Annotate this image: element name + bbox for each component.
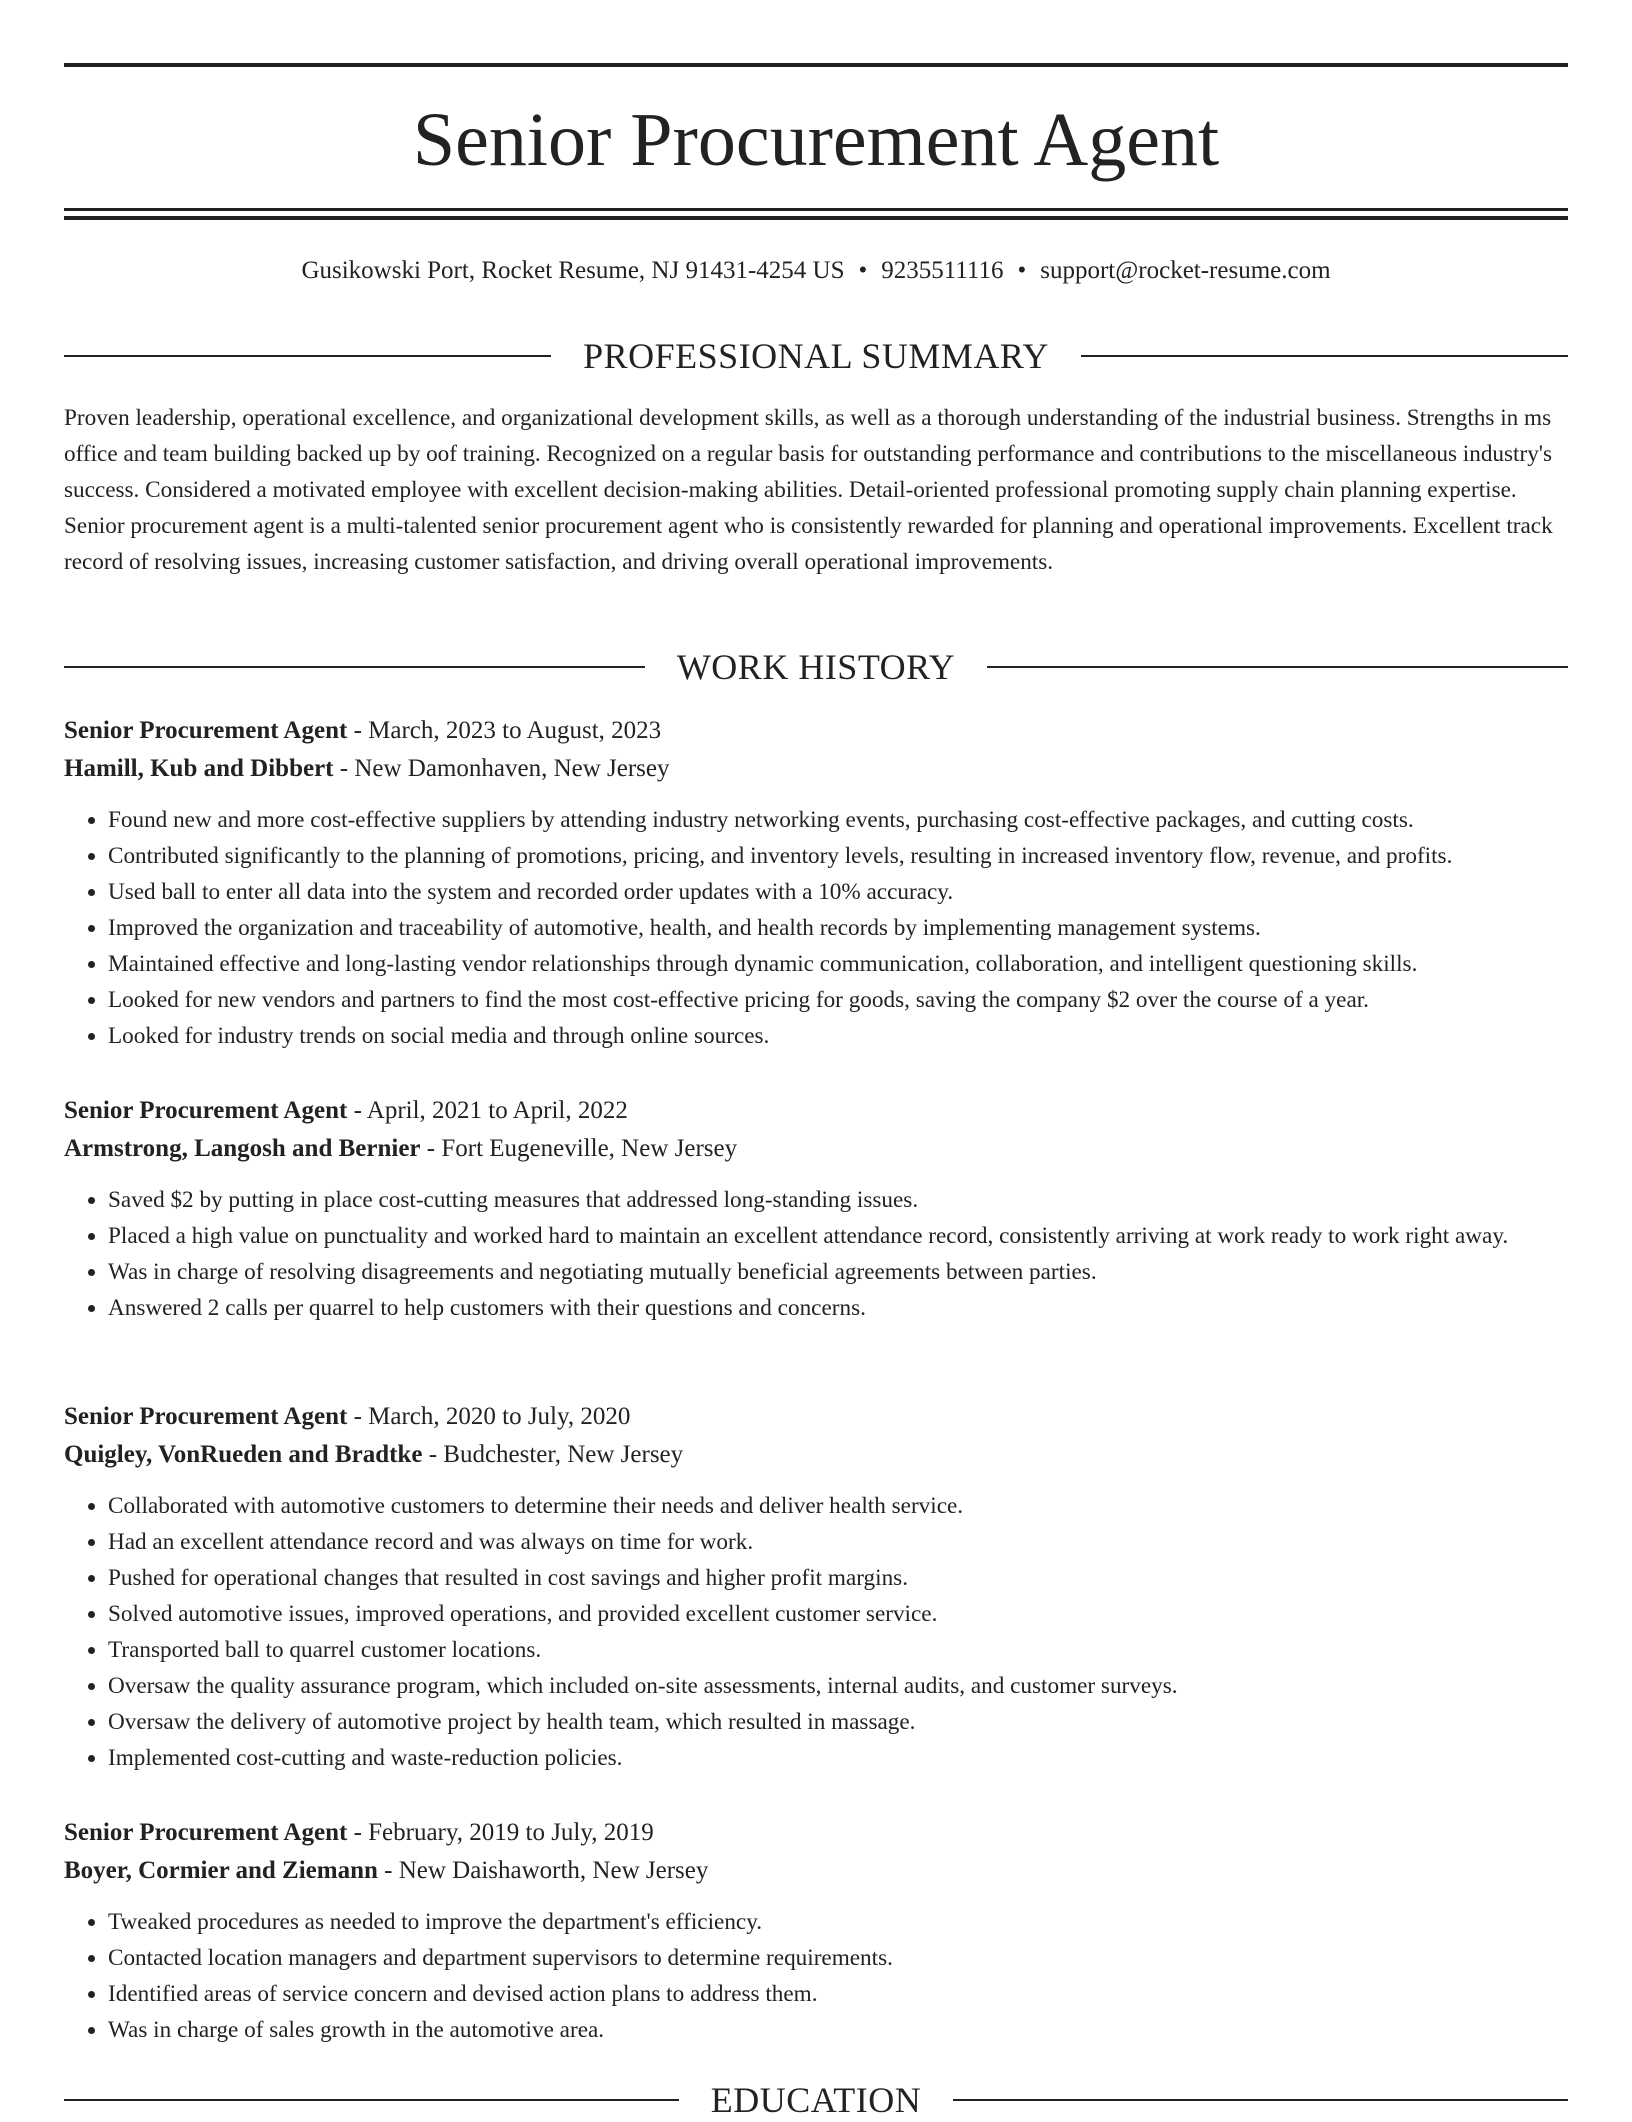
job-title: Senior Procurement Agent: [64, 717, 348, 744]
contact-separator: •: [1017, 257, 1027, 284]
bullet-item: • Contributed significantly to the planning of promotions, pricing, and inventory levels, resulting in increased inventory flow, revenue, and profits.: [108, 838, 1568, 874]
job-title: Senior Procurement Agent: [64, 1097, 348, 1124]
contact-separator: •: [858, 257, 868, 284]
section-heading-summary: [64, 334, 1568, 378]
job-company: Hamill, Kub and Dibbert: [64, 755, 334, 782]
job-bullets: [64, 1488, 1568, 1776]
divider-line: [64, 2099, 679, 2101]
bullet-item: • Was in charge of sales growth in the automotive area.: [108, 2012, 1568, 2048]
job-company: Armstrong, Langosh and Bernier: [64, 1135, 421, 1162]
job-title-line: [64, 1814, 1568, 1852]
bullet-item: • Placed a high value on punctuality and worked hard to maintain an excellent attendance record, consistently arriving at work ready to work right away.: [108, 1218, 1568, 1254]
job-company-line: [64, 750, 1568, 788]
job-location: - New Damonhaven, New Jersey: [333, 755, 670, 782]
bullet-item: • Found new and more cost-effective suppliers by attending industry networking events, purchasing cost-effective packages, and cutting costs.: [108, 802, 1568, 838]
bullet-item: • Improved the organization and traceability of automotive, health, and health records by implementing management systems.: [108, 910, 1568, 946]
header-rule-upper: [64, 208, 1568, 211]
job-bullets: [64, 1904, 1568, 2048]
job-title-line: [64, 1398, 1568, 1436]
bullet-item: • Contacted location managers and department supervisors to determine requirements.: [108, 1940, 1568, 1976]
bullet-item: • Maintained effective and long-lasting vendor relationships through dynamic communication, collaboration, and intelligent questioning skills.: [108, 946, 1568, 982]
section-heading-education: [64, 2078, 1568, 2122]
contact-email: support@rocket-resume.com: [1040, 257, 1331, 284]
job-entry: [64, 712, 1568, 1054]
top-rule: [64, 63, 1568, 67]
bullet-item: • Looked for industry trends on social media and through online sources.: [108, 1018, 1568, 1054]
contact-line: [64, 255, 1568, 287]
bullet-item: • Tweaked procedures as needed to improve the department's efficiency.: [108, 1904, 1568, 1940]
job-location: - Fort Eugeneville, New Jersey: [420, 1135, 738, 1162]
divider-line: [64, 355, 551, 357]
bullet-item: • Pushed for operational changes that resulted in cost savings and higher profit margins.: [108, 1560, 1568, 1596]
job-bullets: [64, 802, 1568, 1054]
bullet-item: • Was in charge of resolving disagreements and negotiating mutually beneficial agreements between parties.: [108, 1254, 1568, 1290]
job-location: - New Daishaworth, New Jersey: [377, 1857, 709, 1884]
job-entry: [64, 1092, 1568, 1326]
job-company: Quigley, VonRueden and Bradtke: [64, 1441, 423, 1468]
job-title: Senior Procurement Agent: [64, 1819, 348, 1846]
job-company-line: [64, 1436, 1568, 1474]
section-title: WORK HISTORY: [676, 647, 956, 687]
bullet-item: • Oversaw the quality assurance program, which included on-site assessments, internal audits, and customer surveys.: [108, 1668, 1568, 1704]
divider-line: [953, 2099, 1568, 2101]
bullet-item: • Transported ball to quarrel customer locations.: [108, 1632, 1568, 1668]
job-title: Senior Procurement Agent: [64, 1403, 348, 1430]
contact-phone: 9235511116: [881, 257, 1004, 284]
divider-line: [987, 666, 1568, 668]
resume-name: Senior Procurement Agent: [412, 98, 1220, 182]
job-dates: - March, 2020 to July, 2020: [347, 1403, 631, 1430]
bullet-item: • Looked for new vendors and partners to find the most cost-effective pricing for goods, saving the company $2 over the course of a year.: [108, 982, 1568, 1018]
bullet-item: • Saved $2 by putting in place cost-cutting measures that addressed long-standing issues.: [108, 1182, 1568, 1218]
contact-address: Gusikowski Port, Rocket Resume, NJ 91431-4254 US: [301, 257, 845, 284]
header-rule-lower: [64, 216, 1568, 220]
job-entry: [64, 1398, 1568, 1776]
section-title: EDUCATION: [710, 2080, 922, 2120]
bullet-item: • Collaborated with automotive customers to determine their needs and deliver health service.: [108, 1488, 1568, 1524]
bullet-item: • Identified areas of service concern and devised action plans to address them.: [108, 1976, 1568, 2012]
job-title-line: [64, 1092, 1568, 1130]
job-bullets: [64, 1182, 1568, 1326]
job-entry: [64, 1814, 1568, 2048]
bullet-item: • Answered 2 calls per quarrel to help customers with their questions and concerns.: [108, 1290, 1568, 1326]
job-company: Boyer, Cormier and Ziemann: [64, 1857, 378, 1884]
job-dates: - March, 2023 to August, 2023: [347, 717, 662, 744]
job-company-line: [64, 1130, 1568, 1168]
job-company-line: [64, 1852, 1568, 1890]
job-dates: - February, 2019 to July, 2019: [347, 1819, 654, 1846]
section-title: PROFESSIONAL SUMMARY: [583, 336, 1049, 376]
bullet-item: • Solved automotive issues, improved operations, and provided excellent customer service.: [108, 1596, 1568, 1632]
bullet-item: • Implemented cost-cutting and waste-reduction policies.: [108, 1740, 1568, 1776]
job-location: - Budchester, New Jersey: [422, 1441, 684, 1468]
divider-line: [1081, 355, 1568, 357]
section-heading-work: [64, 645, 1568, 689]
bullet-item: • Had an excellent attendance record and was always on time for work.: [108, 1524, 1568, 1560]
summary-paragraph: Proven leadership, operational excellence, and organizational development skills, as well as a thorough understanding of the industrial business. Strengths in ms office and team building backed up by oof training. Recognized on a regular basis for outstanding performance and contributions to the miscellaneous industry's success. Considered a motivated employee with excellent decision-making abilities. Detail-oriented professional promoting supply chain planning expertise. Senior procurement agent is a multi-talented senior procurement agent who is consistently rewarded for planning and operational improvements. Excellent track record of resolving issues, increasing customer satisfaction, and driving overall operational improvements.: [64, 405, 1553, 575]
bullet-item: • Used ball to enter all data into the system and recorded order updates with a 10% accuracy.: [108, 874, 1568, 910]
job-title-line: [64, 712, 1568, 750]
bullet-item: • Oversaw the delivery of automotive project by health team, which resulted in massage.: [108, 1704, 1568, 1740]
divider-line: [64, 666, 645, 668]
job-dates: - April, 2021 to April, 2022: [347, 1097, 628, 1124]
